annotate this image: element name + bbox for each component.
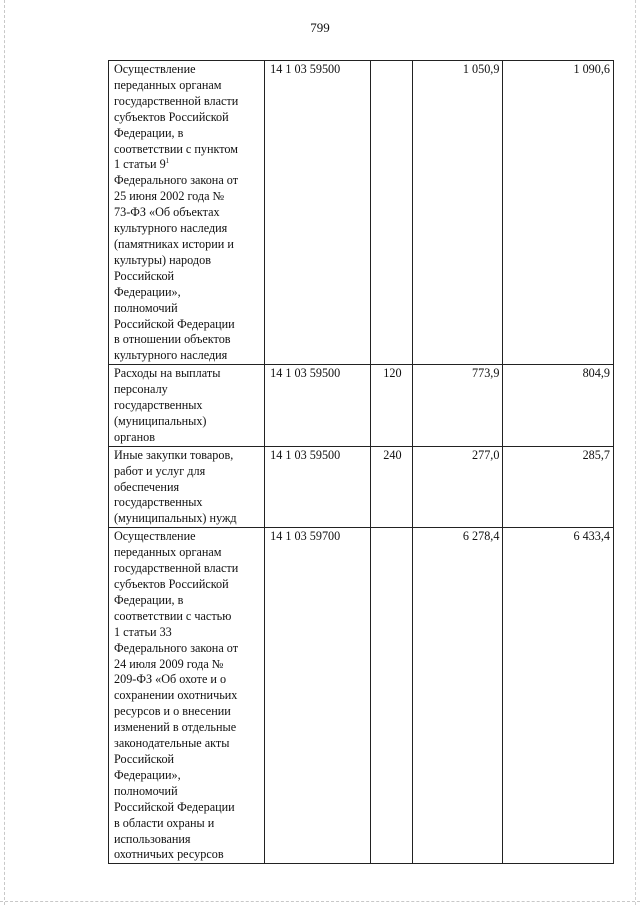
name-line: соответствии с частью — [114, 608, 232, 623]
name-line: государственной власти — [114, 561, 239, 576]
name-line: Федерации, в — [114, 125, 184, 140]
row-value-2-cell: 1 090,6 — [503, 61, 614, 365]
row-value-1-cell: 6 278,4 — [413, 528, 503, 864]
name-line: полномочий — [114, 300, 178, 315]
row-value-2-cell: 804,9 — [503, 365, 614, 447]
row-code-cell: 14 1 03 59700 — [265, 528, 370, 864]
budget-table — [108, 60, 614, 864]
name-line: в отношении объектов — [114, 332, 231, 347]
row-expense-type-cell: 240 — [370, 446, 413, 528]
name-line: работ и услуг для — [114, 463, 206, 478]
page-edge-right — [635, 0, 636, 905]
table-row — [109, 446, 614, 528]
name-line: (памятниках истории и — [114, 236, 234, 251]
name-line: культурного наследия — [114, 221, 228, 236]
row-value-2-cell: 6 433,4 — [503, 528, 614, 864]
name-line: 24 июля 2009 года № — [114, 656, 224, 671]
name-line: в области охраны и — [114, 815, 215, 830]
name-line: субъектов Российской — [114, 577, 229, 591]
name-line: 209-ФЗ «Об охоте и о — [114, 672, 227, 687]
name-line: Федерации», — [114, 284, 181, 299]
name-line: 73-ФЗ «Об объектах — [114, 205, 220, 220]
name-line: Иные закупки товаров, — [114, 447, 234, 462]
table-row — [109, 61, 614, 365]
name-line: полномочий — [114, 783, 178, 798]
name-line: ресурсов и о внесении — [114, 704, 231, 719]
row-value-1-cell: 1 050,9 — [413, 61, 503, 365]
row-name-cell — [109, 528, 265, 864]
name-line: изменений в отдельные — [114, 720, 237, 735]
name-line: использования — [114, 831, 191, 846]
name-line: Расходы на выплаты — [114, 366, 221, 381]
name-line-with-footnote — [114, 157, 261, 173]
row-value-1-cell: 277,0 — [413, 446, 503, 528]
row-name-cell — [109, 61, 265, 365]
name-line: 1 статьи 9 — [114, 157, 166, 172]
name-line: Осуществление — [114, 529, 196, 544]
name-line: переданных органам — [114, 77, 222, 92]
name-line: субъектов Российской — [114, 109, 229, 124]
name-line: сохранении охотничьих — [114, 688, 238, 703]
table-row — [109, 528, 614, 864]
name-line: 25 июня 2002 года № — [114, 189, 225, 204]
name-line: Российской — [114, 268, 175, 283]
name-line: Российской Федерации — [114, 799, 235, 814]
row-value-2-cell: 285,7 — [503, 446, 614, 528]
page-edge-left — [4, 0, 5, 905]
name-line: государственных — [114, 495, 203, 510]
name-line: Российской — [114, 751, 175, 766]
name-line: персоналу — [114, 382, 168, 397]
name-line: обеспечения — [114, 479, 180, 494]
name-line: культурного наследия — [114, 348, 228, 363]
name-line: государственных — [114, 398, 203, 413]
name-line: государственной власти — [114, 93, 239, 108]
name-line: переданных органам — [114, 545, 222, 560]
name-line: соответствии с пунктом — [114, 141, 239, 156]
name-line: культуры) народов — [114, 252, 211, 267]
row-code-cell: 14 1 03 59500 — [265, 61, 370, 365]
row-expense-type-cell — [370, 528, 413, 864]
name-line: Федерации», — [114, 767, 181, 782]
row-value-1-cell: 773,9 — [413, 365, 503, 447]
page-edge-bottom — [0, 901, 640, 902]
name-line: законодательные акты — [114, 736, 230, 751]
row-name-cell — [109, 446, 265, 528]
row-code-cell: 14 1 03 59500 — [265, 446, 370, 528]
name-line: (муниципальных) нужд — [114, 511, 237, 526]
page-number: 799 — [310, 20, 330, 35]
name-line: Федерального закона от — [114, 173, 239, 188]
name-line: Российской Федерации — [114, 316, 235, 331]
row-expense-type-cell: 120 — [370, 365, 413, 447]
name-line: 1 статьи 33 — [114, 624, 172, 639]
name-line: Федерации, в — [114, 592, 184, 607]
footnote-superscript: 1 — [165, 157, 170, 166]
name-line: Федерального закона от — [114, 640, 239, 655]
row-name-cell — [109, 365, 265, 447]
row-code-cell: 14 1 03 59500 — [265, 365, 370, 447]
name-line: охотничьих ресурсов — [114, 847, 224, 862]
row-expense-type-cell — [370, 61, 413, 365]
name-line: органов — [114, 429, 155, 444]
name-line: Осуществление — [114, 62, 196, 76]
name-line: (муниципальных) — [114, 413, 207, 428]
table-row — [109, 365, 614, 447]
